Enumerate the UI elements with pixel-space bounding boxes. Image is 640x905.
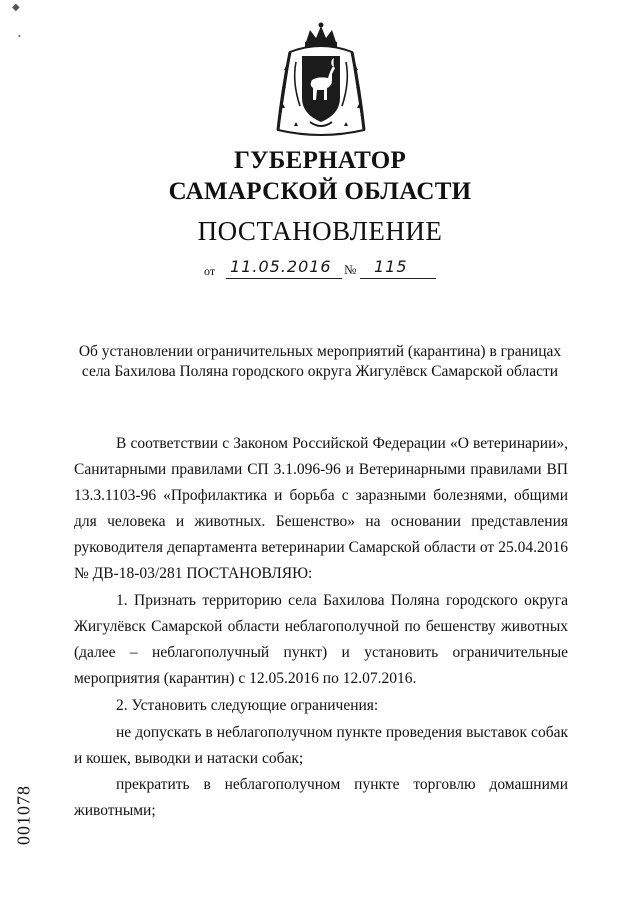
date-value: 11.05.2016 [230,257,332,276]
scan-mark: ◆ [12,2,20,13]
subject-line: села Бахилова Поляна городского округа Жигулёвск Самарской области [81,363,559,380]
item-2b-paragraph: прекратить в неблагополучном пункте торговлю домашними животными; [74,776,568,819]
subject-line: Об установлении ограничительных мероприятий (карантина) в границах [78,343,562,360]
number-underline [360,278,436,279]
number-prefix: № [344,262,357,277]
scan-mark: • [18,32,21,41]
side-serial-number: 001078 [13,785,34,845]
dateline [204,258,444,282]
document-type: ПОСТАНОВЛЕНИЕ [197,216,443,246]
document-subject [60,342,580,382]
samara-oblast-coat-of-arms-icon [272,22,370,140]
date-prefix: от [204,264,216,278]
issuer-title: ГУБЕРНАТОР [233,147,407,174]
number-value: 115 [374,257,408,276]
issuer-region: САМАРСКОЙ ОБЛАСТИ [168,178,472,205]
item-1-paragraph: 1. Признать территорию села Бахилова Поляна городского округа Жигулёвск Самарской области неблагополучной по бешенству животных (далее – неблагополучный пункт) и установить ограничительные мероприятия (карантин) с 12.05.2016 по 12.07.2016. [74,592,568,687]
date-underline [226,278,342,279]
item-2-paragraph: 2. Установить следующие ограничения: [116,697,379,714]
preamble-paragraph: В соответствии с Законом Российской Федерации «О ветеринарии», Санитарными правилами СП 3.1.096-96 и Ветеринарными правилами ВП 13.3.1103-96 «Профилактика и борьба с заразными болезнями, общими для человека и животных. Бешенство» на основании представления руководителя департамента ветеринарии Самарской области от 25.04.2016 № ДВ-18-03/281 ПОСТАНОВЛЯЮ: [74,435,568,582]
item-2a-paragraph: не допускать в неблагополучном пункте проведения выставок собак и кошек, выводки и натаски собак; [74,724,568,767]
